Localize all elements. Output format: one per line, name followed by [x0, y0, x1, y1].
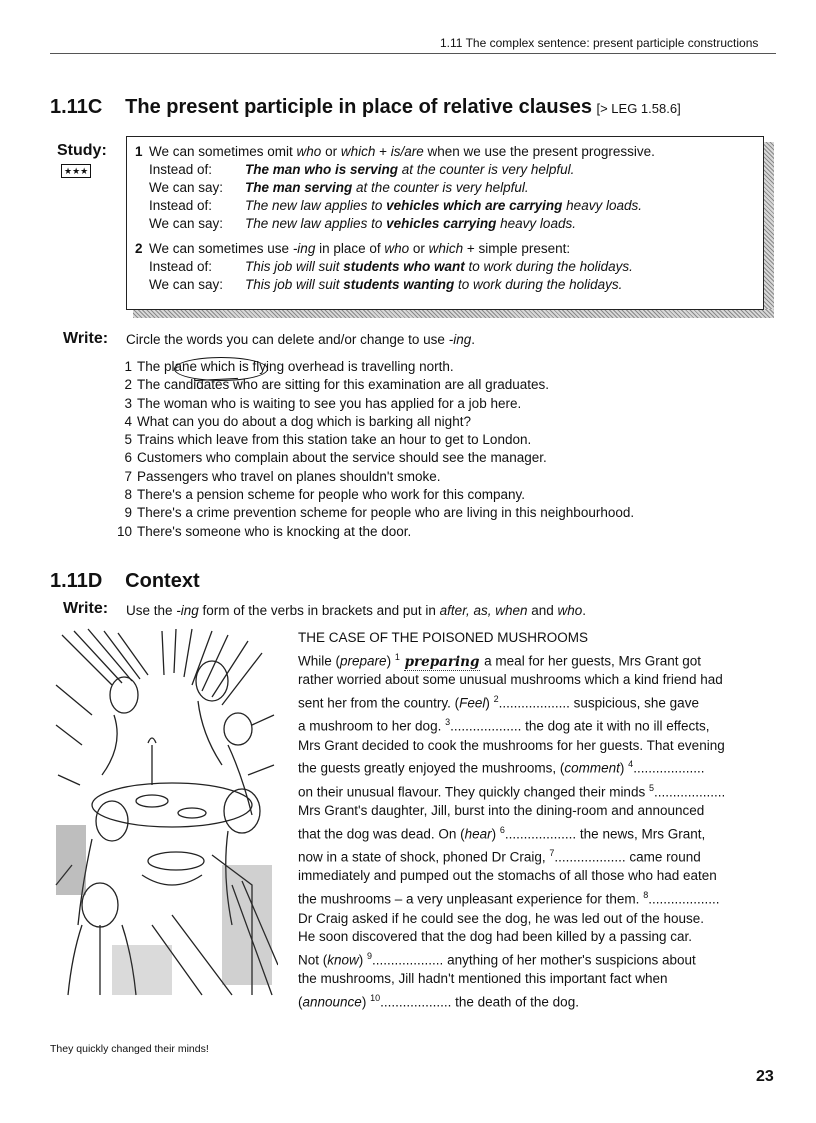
story-text: While (	[298, 653, 341, 669]
story-text: )	[485, 695, 494, 711]
write-label-c: Write:	[63, 330, 109, 347]
gap-number: 8	[643, 890, 649, 901]
study-example-row: We can say: The man serving at the counter is very helpful.	[149, 180, 529, 195]
exercise-list	[110, 358, 634, 541]
box-shadow-bottom	[133, 309, 774, 318]
story-line	[298, 928, 725, 947]
section-d-heading	[50, 570, 200, 593]
study-item-1-intro: 1 We can sometimes omit who or which + is/are when we use the present progressive.	[135, 144, 655, 159]
gap-number: 7	[549, 848, 555, 859]
exercise-item: 9 There's a crime prevention scheme for people who are living in this neighbourhood.	[124, 505, 635, 521]
story-line	[298, 886, 725, 909]
gap-number: 9	[367, 951, 373, 962]
verb-prompt: know	[327, 952, 359, 968]
exercise-item: 3 The woman who is waiting to see you has applied for a job here.	[124, 395, 522, 411]
story-text: came round	[625, 849, 701, 865]
write-instruction-d: Use the -ing form of the verbs in brackets and put in after, as, when and who.	[126, 603, 587, 618]
story-text: )	[386, 653, 395, 669]
gap-number: 3	[445, 717, 451, 728]
story-line	[298, 821, 725, 844]
exercise-item: 10 There's someone who is knocking at the door.	[116, 523, 412, 539]
gap-number: 2	[493, 694, 499, 705]
study-example-row: We can say: This job will suit students wanting to work during the holidays.	[149, 277, 623, 292]
verb-prompt: comment	[564, 760, 620, 776]
answer-gap: ...................	[450, 718, 522, 734]
story-line	[298, 947, 725, 970]
story-text: )	[619, 760, 629, 776]
handwritten-circle-mark	[174, 357, 268, 381]
exercise-item: 6 Customers who complain about the service should see the manager.	[124, 450, 547, 466]
story-line	[298, 737, 725, 756]
gap-number: 4	[628, 759, 634, 770]
story-text: rather worried about some unusual mushrooms which a kind friend had	[298, 672, 723, 688]
story-text: suspicious, she gave	[569, 695, 699, 711]
box-shadow-right	[763, 142, 774, 318]
write-label-d: Write:	[63, 600, 109, 617]
story-text: Mrs Grant decided to cook the mushrooms for her guests. That evening	[298, 737, 725, 753]
section-d-title: Context	[125, 570, 200, 592]
story-line	[298, 671, 725, 690]
story-text: the death of the dog.	[451, 994, 579, 1010]
story-text: )	[358, 952, 368, 968]
story-line	[298, 648, 725, 671]
exercise-item: 5 Trains which leave from this station take an hour to get to London.	[124, 432, 532, 448]
gap-number: 5	[648, 782, 654, 793]
story-text: (	[298, 994, 303, 1010]
illustration-caption: They quickly changed their minds!	[50, 1043, 209, 1055]
section-c-title: The present participle in place of relative clauses	[125, 96, 593, 118]
study-example-row: We can say: The new law applies to vehicles carrying heavy loads.	[149, 216, 576, 231]
answer-gap: ...................	[498, 695, 570, 711]
story-line	[298, 713, 725, 736]
story-text: a meal for her guests, Mrs Grant got	[480, 653, 702, 669]
story-text: that the dog was dead. On (	[298, 826, 465, 842]
study-label: Study:	[57, 142, 107, 159]
story-line	[298, 989, 725, 1012]
verb-prompt: Feel	[459, 695, 486, 711]
handwritten-answer: preparing	[404, 653, 480, 670]
story-text: He soon discovered that the dog had been killed by a passing car.	[298, 929, 693, 945]
answer-gap: ...................	[504, 826, 577, 842]
story-line	[298, 690, 725, 713]
story-text: the mushrooms – a very unpleasant experience for them.	[298, 891, 644, 907]
story-text: sent her from the country. (	[298, 695, 460, 711]
header-rule	[50, 53, 776, 54]
answer-gap: ...................	[648, 891, 720, 907]
study-item-2-intro: 2 We can sometimes use -ing in place of who or which + simple present:	[135, 241, 571, 256]
section-c-heading	[50, 96, 681, 119]
story-text: a mushroom to her dog.	[298, 718, 446, 734]
study-example-row: Instead of: The man who is serving at the counter is very helpful.	[149, 162, 575, 177]
story-line	[298, 910, 725, 929]
gap-number: 6	[499, 824, 505, 835]
answer-gap: ...................	[653, 784, 726, 800]
verb-prompt: prepare	[340, 653, 387, 669]
exercise-item: 1 The plane which is flying overhead is travelling north.	[124, 359, 454, 374]
verb-prompt: announce	[302, 994, 362, 1010]
story-text: the guests greatly enjoyed the mushrooms, (	[298, 760, 565, 776]
story-text: the mushrooms, Jill hadn't mentioned this important fact when	[298, 971, 668, 987]
answer-gap: ...................	[372, 952, 444, 968]
story-text: the dog ate it with no ill effects,	[521, 718, 710, 734]
study-example-row: Instead of: This job will suit students who want to work during the holidays.	[149, 259, 633, 274]
story-text: Mrs Grant's daughter, Jill, burst into the dining-room and announced	[298, 803, 705, 819]
gap-number: 10	[370, 993, 381, 1004]
study-example-row: Instead of: The new law applies to vehicles which are carrying heavy loads.	[149, 198, 642, 213]
page-number: 23	[756, 1068, 774, 1085]
exercise-item: 7 Passengers who travel on planes shouldn't smoke.	[124, 468, 441, 484]
story-text: )	[361, 994, 371, 1010]
story-line	[298, 779, 725, 802]
story-line	[298, 755, 725, 778]
running-header: 1.11 The complex sentence: present participle constructions	[440, 36, 759, 50]
story-text: the news, Mrs Grant,	[576, 826, 706, 842]
section-c-number: 1.11C	[50, 96, 103, 118]
story-text: immediately and pumped out the stomachs of all those who had eaten	[298, 868, 717, 884]
story-body	[298, 648, 725, 1013]
story-text: Not (	[298, 952, 328, 968]
gap-number: 1	[394, 652, 400, 662]
story-title: THE CASE OF THE POISONED MUSHROOMS	[298, 630, 589, 645]
verb-prompt: hear	[464, 826, 492, 842]
section-d-number: 1.11D	[50, 570, 103, 592]
story-line	[298, 802, 725, 821]
exercise-item: 4 What can you do about a dog which is barking all night?	[124, 413, 471, 429]
difficulty-stars: ★★★	[61, 164, 91, 178]
study-box-content	[135, 143, 655, 294]
story-text: Dr Craig asked if he could see the dog, he was led out of the house.	[298, 910, 705, 926]
story-text: anything of her mother's suspicions about	[443, 952, 696, 968]
exercise-item: 8 There's a pension scheme for people who work for this company.	[124, 487, 526, 503]
story-text: )	[491, 826, 500, 842]
story-text: now in a state of shock, phoned Dr Craig,	[298, 849, 550, 865]
story-line	[298, 970, 725, 989]
section-c-ref: [> LEG 1.58.6]	[596, 101, 681, 116]
answer-gap: ...................	[554, 849, 626, 865]
exercise-item: 2 The candidates who are sitting for this examination are all graduates.	[124, 377, 549, 393]
story-line	[298, 844, 725, 867]
dinner-party-illustration	[52, 625, 278, 999]
answer-gap: ...................	[633, 760, 705, 776]
story-line	[298, 867, 725, 886]
story-text: on their unusual flavour. They quickly changed their minds	[298, 784, 649, 800]
answer-gap: ...................	[380, 994, 452, 1010]
write-instruction-c: Circle the words you can delete and/or change to use -ing.	[126, 332, 475, 347]
